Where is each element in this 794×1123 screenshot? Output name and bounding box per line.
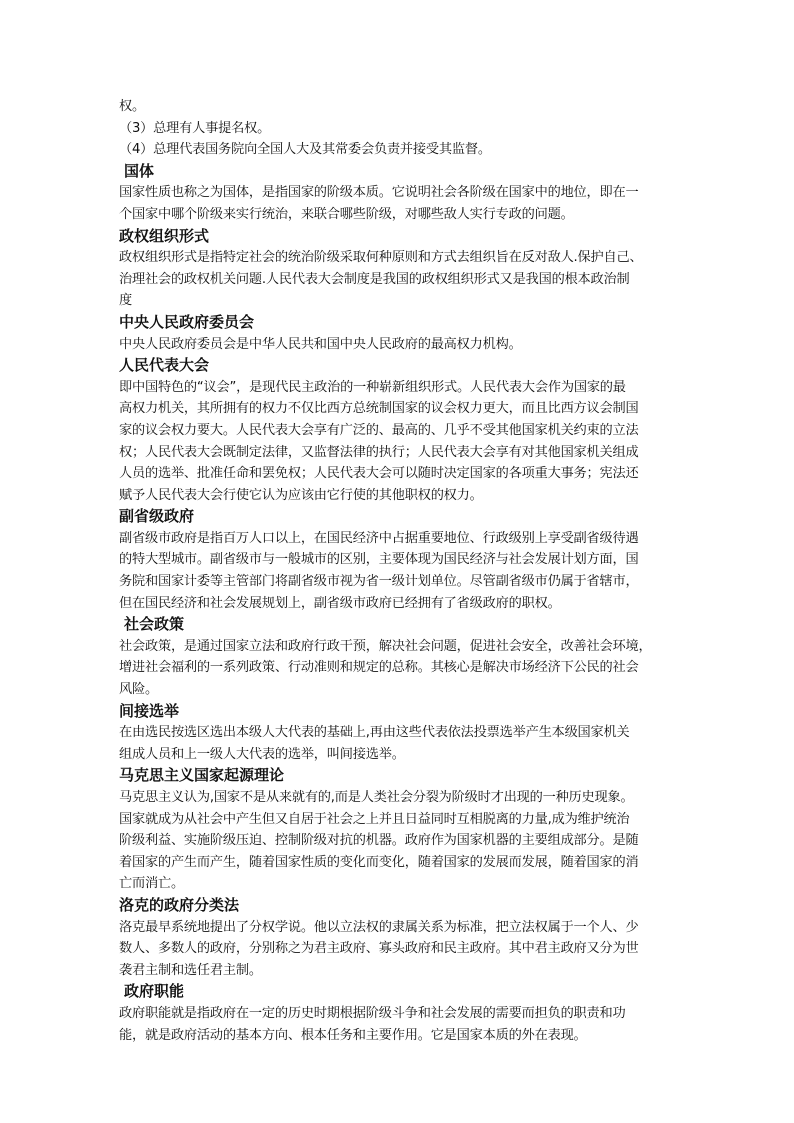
paragraph-line: 组成人员和上一级人大代表的选举，叫间接选举。	[119, 746, 405, 762]
section-heading: 政权组织形式	[119, 226, 210, 245]
section-9	[119, 895, 679, 981]
paragraph-line: 家的议会权力要大。人民代表大会享有广泛的、最高的、几乎不受其他国家机关约束的立法	[119, 422, 639, 438]
sections-container	[119, 161, 679, 1046]
section-3	[119, 312, 679, 355]
paragraph-line: 的特大型城市。副省级市与一般城市的区别，主要体现为国民经济与社会发展计划方面，国	[119, 552, 639, 568]
section-heading: 人民代表大会	[119, 356, 210, 375]
paragraph-line: 阶级利益、实施阶级压迫、控制阶级对抗的机器。政府作为国家机器的主要组成部分。是随	[119, 833, 639, 849]
paragraph-line: 务院和国家计委等主管部门将副省级市视为省一级计划单位。尽管副省级市仍属于省辖市，	[119, 574, 639, 590]
paragraph-line: 度	[119, 293, 132, 309]
intro-block	[119, 96, 679, 161]
paragraph-line: 政府职能就是指政府在一定的历史时期根据阶级斗争和社会发展的需要而担负的职责和功	[119, 1005, 626, 1021]
section-paragraph	[119, 722, 679, 765]
section-paragraph	[119, 917, 679, 982]
paragraph-line: 治理社会的政权机关问题.人民代表大会制度是我国的政权组织形式又是我国的根本政治制	[119, 271, 630, 287]
section-6	[119, 614, 679, 700]
section-paragraph	[119, 182, 679, 225]
intro-line: （3）总理有人事提名权。	[119, 120, 271, 136]
section-heading: 间接选举	[119, 701, 180, 720]
paragraph-line: 洛克最早系统地提出了分权学说。他以立法权的隶属关系为标准，把立法权属于一个人、少	[119, 919, 639, 935]
section-heading: 副省级政府	[119, 507, 195, 526]
paragraph-line: 数人、多数人的政府，分别称之为君主政府、寡头政府和民主政府。其中君主政府又分为世	[119, 941, 639, 957]
paragraph-line: 国家就成为从社会中产生但又自居于社会之上并且日益同时互相脱离的力量,成为维护统治	[119, 811, 630, 827]
section-paragraph	[119, 528, 679, 614]
intro-line: 权。	[119, 99, 145, 114]
paragraph-line: 马克思主义认为,国家不是从来就有的,而是人类社会分裂为阶级时才出现的一种历史现象。	[119, 790, 634, 805]
section-8	[119, 765, 679, 895]
section-5	[119, 506, 679, 614]
paragraph-line: 但在国民经济和社会发展规划上，副省级市政府已经拥有了省级政府的职权。	[119, 595, 561, 611]
section-10	[119, 981, 679, 1046]
paragraph-line: 亡而消亡。	[119, 876, 184, 892]
section-heading: 国体	[124, 161, 155, 180]
section-heading: 中央人民政府委员会	[119, 312, 255, 331]
section-heading: 政府职能	[124, 982, 185, 1001]
document-page	[119, 96, 679, 1046]
paragraph-line: 个国家中哪个阶级来实行统治，来联合哪些阶级，对哪些敌人实行专政的问题。	[119, 206, 574, 222]
section-heading: 马克思主义国家起源理论	[119, 766, 285, 785]
section-paragraph	[119, 636, 679, 701]
paragraph-line: 社会政策，是通过国家立法和政府行政干预，解决社会问题，促进社会安全，改善社会环境，	[119, 638, 652, 654]
section-1	[119, 161, 679, 226]
paragraph-line: 政权组织形式是指特定社会的统治阶级采取何种原则和方式去组织旨在反对敌人.保护自己、	[119, 250, 643, 266]
paragraph-line: 增进社会福利的一系列政策、行动准则和规定的总称。其核心是解决市场经济下公民的社会	[119, 660, 639, 676]
paragraph-line: 能，就是政府活动的基本方向、根本任务和主要作用。它是国家本质的外在表现。	[119, 1027, 587, 1043]
section-heading: 洛克的政府分类法	[119, 895, 240, 914]
paragraph-line: 风险。	[119, 682, 158, 698]
paragraph-line: 即中国特色的“议会”，是现代民主政治的一种崭新组织形式。人民代表大会作为国家的最	[119, 379, 626, 395]
paragraph-line: 权；人民代表大会既制定法律，又监督法律的执行；人民代表大会享有对其他国家机关组成	[119, 444, 639, 460]
paragraph-line: 在由选民按选区选出本级人大代表的基础上,再由这些代表依法投票选举产生本级国家机关	[119, 725, 630, 741]
section-2	[119, 226, 679, 312]
section-paragraph	[119, 247, 679, 312]
section-paragraph	[119, 787, 679, 895]
section-paragraph	[119, 334, 679, 356]
section-7	[119, 701, 679, 766]
paragraph-line: 袭君主制和选任君主制。	[119, 962, 262, 978]
section-paragraph	[119, 377, 679, 507]
paragraph-line: 着国家的产生而产生，随着国家性质的变化而变化，随着国家的发展而发展，随着国家的消	[119, 854, 639, 870]
paragraph-line: 中央人民政府委员会是中华人民共和国中央人民政府的最高权力机构。	[119, 336, 522, 352]
paragraph-line: 人员的选举、批准任命和罢免权；人民代表大会可以随时决定国家的各项重大事务；宪法还	[119, 466, 639, 482]
section-heading: 社会政策	[124, 615, 185, 634]
section-paragraph	[119, 1003, 679, 1046]
paragraph-line: 高权力机关，其所拥有的权力不仅比西方总统制国家的议会权力更大，而且比西方议会制国	[119, 401, 639, 417]
paragraph-line: 赋予人民代表大会行使它认为应该由它行使的其他职权的权力。	[119, 487, 483, 503]
intro-line: （4）总理代表国务院向全国人大及其常委会负责并接受其监督。	[119, 142, 491, 158]
section-4	[119, 355, 679, 506]
paragraph-line: 副省级市政府是指百万人口以上，在国民经济中占据重要地位、行政级别上享受副省级待遇	[119, 530, 639, 546]
paragraph-line: 国家性质也称之为国体，是指国家的阶级本质。它说明社会各阶级在国家中的地位，即在一	[119, 185, 639, 201]
